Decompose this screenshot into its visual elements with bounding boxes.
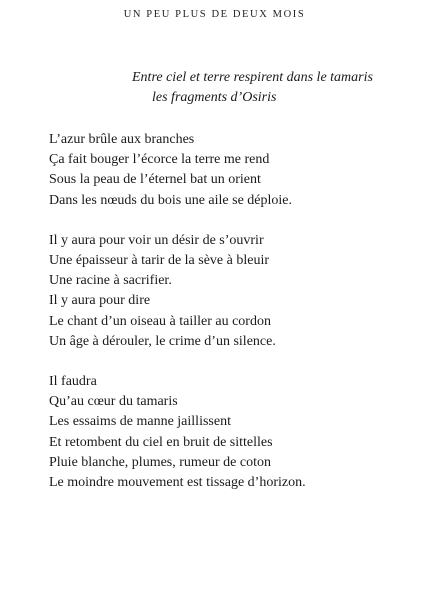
poem-line: Un âge à dérouler, le crime d’un silence.: [49, 333, 276, 349]
epigraph-line: les fragments d’Osiris: [152, 90, 277, 105]
poem-body: [49, 130, 306, 513]
poem-line: Une racine à sacrifier.: [49, 273, 172, 289]
poem-line: Le moindre mouvement est tissage d’horizon.: [49, 475, 306, 491]
poem-line: Ça fait bouger l’écorce la terre me rend: [49, 152, 270, 168]
poem-line: L’azur brûle aux branches: [49, 132, 195, 147]
poem-line: Les essaims de manne jaillissent: [49, 414, 231, 430]
poem-line: Qu’au cœur du tamaris: [49, 394, 178, 410]
poem-line: Sous la peau de l’éternel bat un orient: [49, 172, 261, 188]
poem-line: Le chant d’un oiseau à tailler au cordon: [49, 313, 271, 329]
poem-line: Il y aura pour voir un désir de s’ouvrir: [49, 232, 264, 248]
poem-line: Et retombent du ciel en bruit de sittelles: [49, 434, 273, 450]
stanza-3: [49, 372, 306, 493]
stanza-1: [49, 130, 306, 211]
epigraph: [132, 68, 373, 108]
epigraph-line: Entre ciel et terre respirent dans le tamaris: [132, 70, 373, 85]
running-head: UN PEU PLUS DE DEUX MOIS: [123, 9, 306, 20]
poem-line: Une épaisseur à tarir de la sève à bleuir: [49, 253, 270, 269]
poem-line: Il y aura pour dire: [49, 293, 151, 309]
poem-line: Pluie blanche, plumes, rumeur de coton: [49, 454, 271, 470]
poem-line: Dans les nœuds du bois une aile se déploie.: [49, 192, 293, 208]
stanza-2: [49, 231, 306, 352]
poem-line: Il faudra: [49, 374, 97, 390]
